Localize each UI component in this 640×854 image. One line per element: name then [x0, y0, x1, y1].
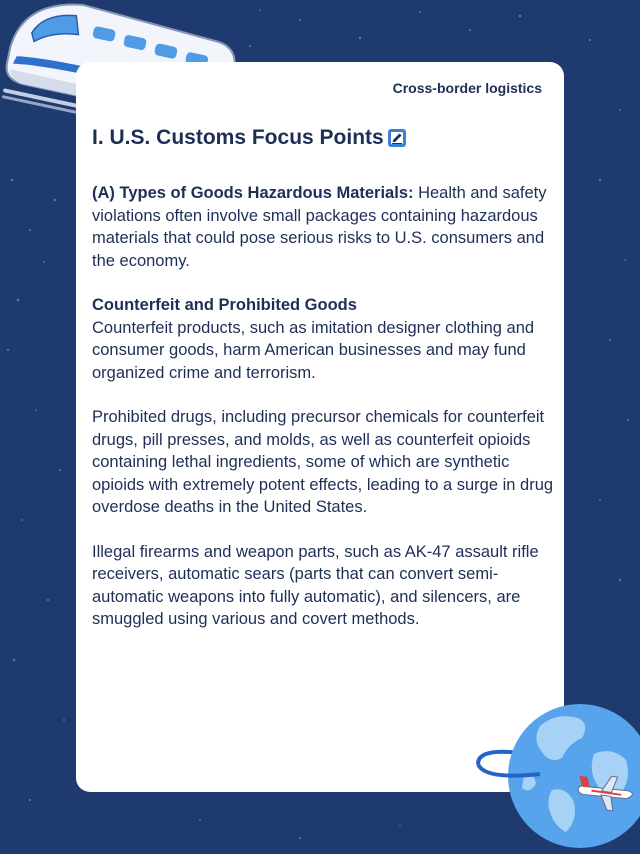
- hazardous-materials-label: (A) Types of Goods Hazardous Materials:: [92, 184, 414, 202]
- prohibited-drugs-paragraph: Prohibited drugs, including precursor chemicals for counterfeit drugs, pill presses, and molds, as well as counterfeit opioids containing lethal ingredients, some of which are synthetic opioids with extremely potent effects, leading to a surge in drug overdose deaths in the United States.: [92, 408, 554, 516]
- counterfeit-paragraph: [92, 294, 556, 384]
- page-title-text: I. U.S. Customs Focus Points: [92, 126, 384, 149]
- hazardous-materials-paragraph: [92, 182, 556, 272]
- counterfeit-text: Counterfeit products, such as imitation designer clothing and consumer goods, harm American businesses and may fund organized crime and terrorism.: [92, 318, 535, 382]
- hazardous-materials-text: Health and safety violations often involve small packages containing hazardous materials that could pose serious risks to U.S. consumers and the economy.: [92, 184, 547, 270]
- content-card: [76, 62, 564, 792]
- page-title: [92, 126, 407, 150]
- illegal-firearms-paragraph: Illegal firearms and weapon parts, such as AK-47 assault rifle receivers, automatic sears (parts that can convert semi-automatic weapons into fully automatic), and silencers, are smuggled using various and covert methods.: [92, 542, 539, 628]
- edit-note-icon: [387, 128, 407, 148]
- counterfeit-heading: Counterfeit and Prohibited Goods: [92, 296, 357, 314]
- globe-airplane-icon: [470, 694, 640, 854]
- brand-label: Cross-border logistics: [392, 80, 542, 96]
- article-body: [92, 182, 556, 653]
